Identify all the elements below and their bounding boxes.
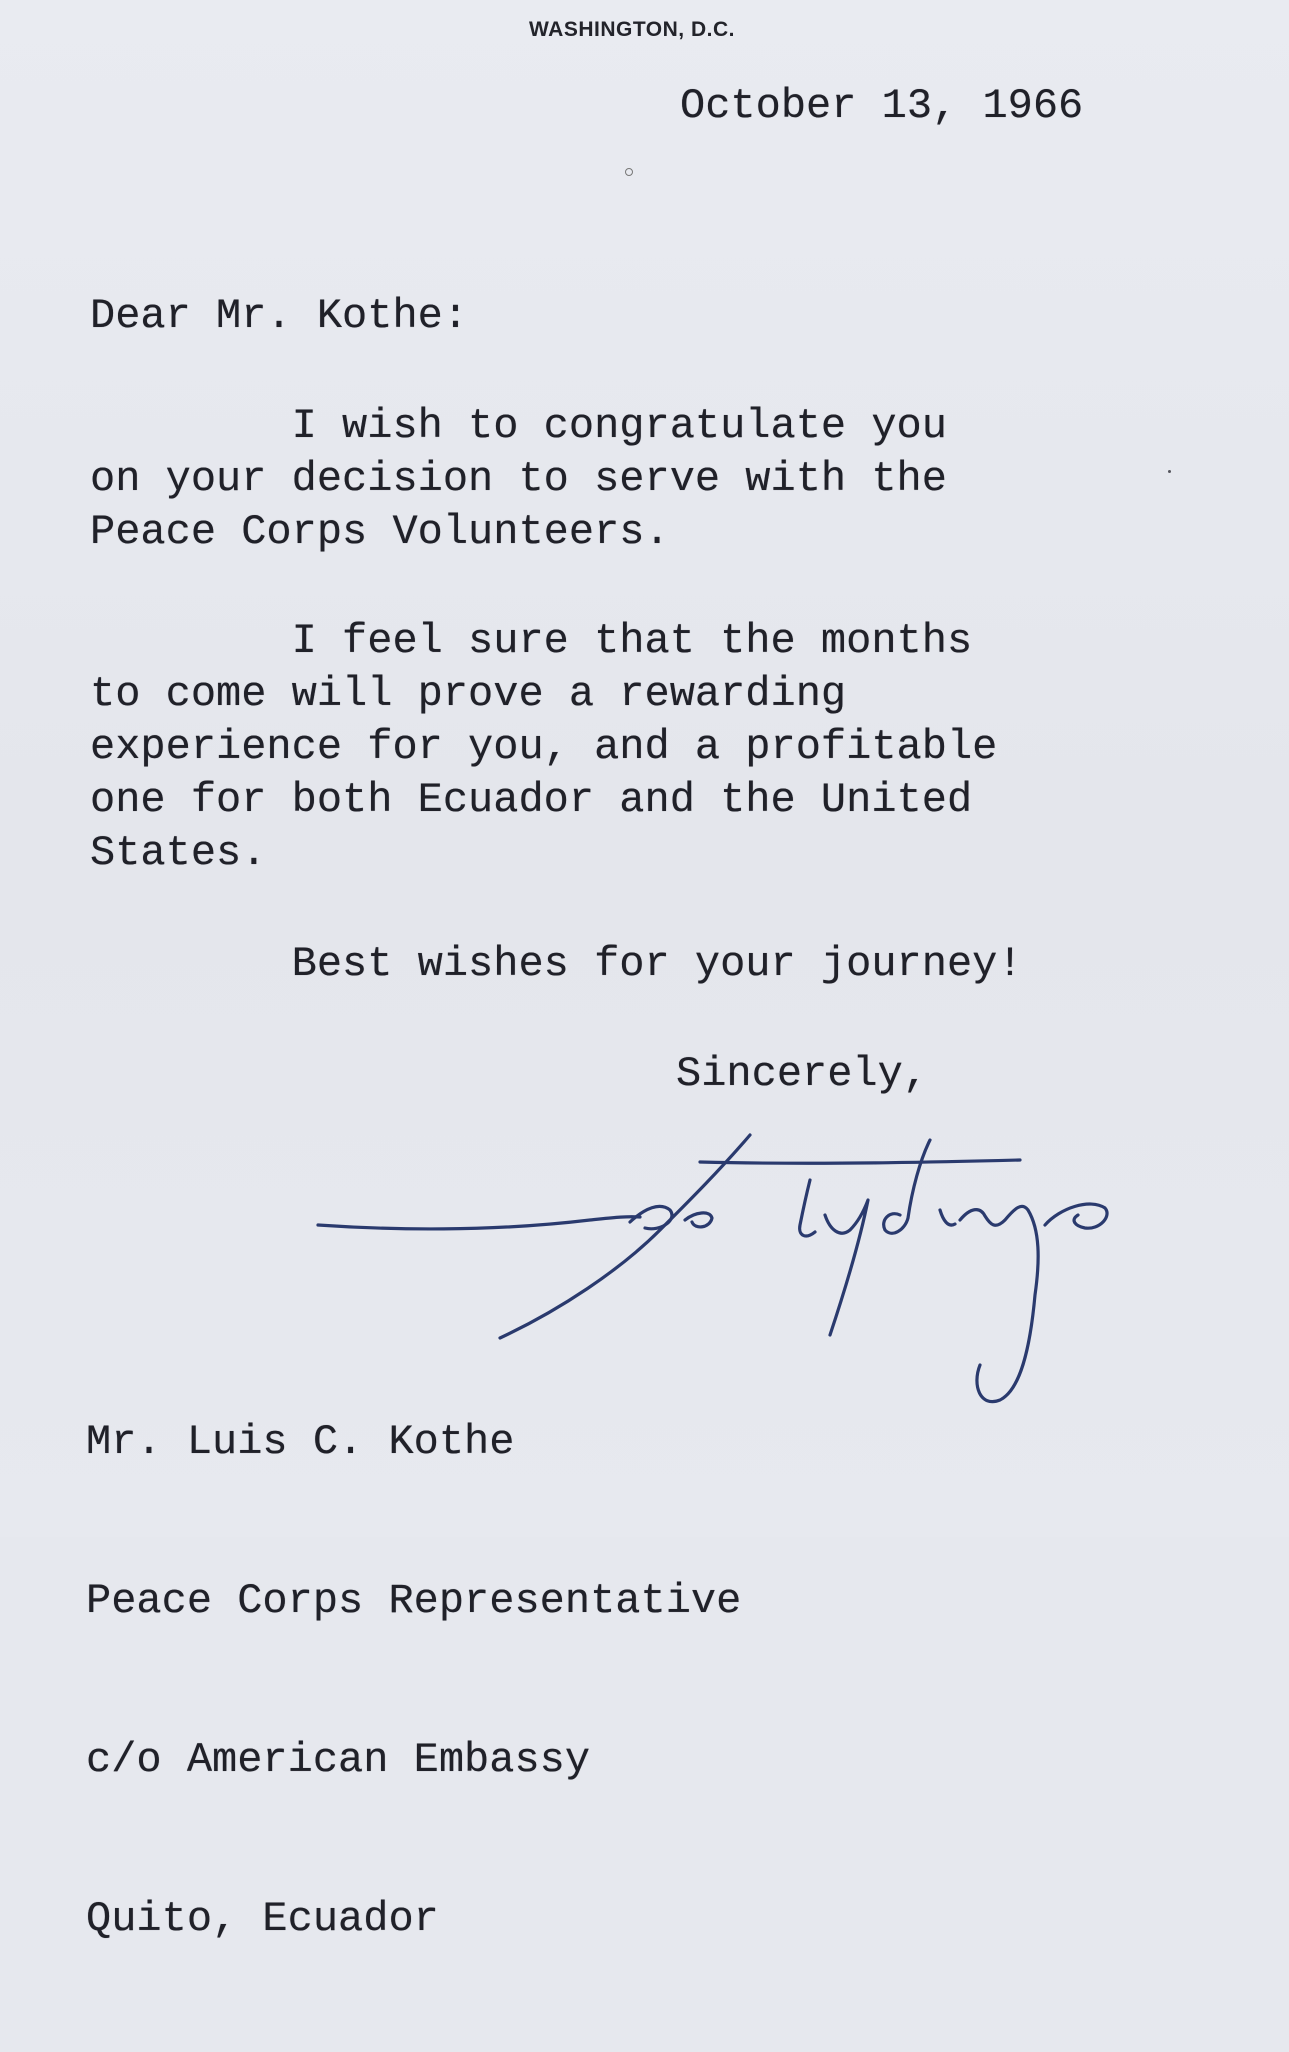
- salutation: Dear Mr. Kothe:: [90, 292, 469, 340]
- recipient-city: Quito, Ecuador: [86, 1895, 439, 1943]
- recipient-title: Peace Corps Representative: [86, 1577, 742, 1625]
- letterhead-location: WASHINGTON, D.C.: [529, 18, 735, 41]
- paper-mark: [625, 168, 633, 176]
- recipient-name: Mr. Luis C. Kothe: [86, 1418, 515, 1466]
- recipient-care-of: c/o American Embassy: [86, 1736, 591, 1784]
- paper-speck: [1168, 470, 1171, 473]
- recipient-address: [86, 1310, 741, 2052]
- letter-date: October 13, 1966: [680, 82, 1084, 130]
- body-paragraph-3: Best wishes for your journey!: [90, 940, 1023, 988]
- closing: Sincerely,: [676, 1050, 929, 1098]
- body-paragraph-1: I wish to congratulate you on your decision to serve with the Peace Corps Volunteers.: [90, 402, 947, 556]
- body-paragraph-2: I feel sure that the months to come will prove a rewarding experience for you, and a profitable one for both Ecuador and the United States.: [90, 617, 998, 877]
